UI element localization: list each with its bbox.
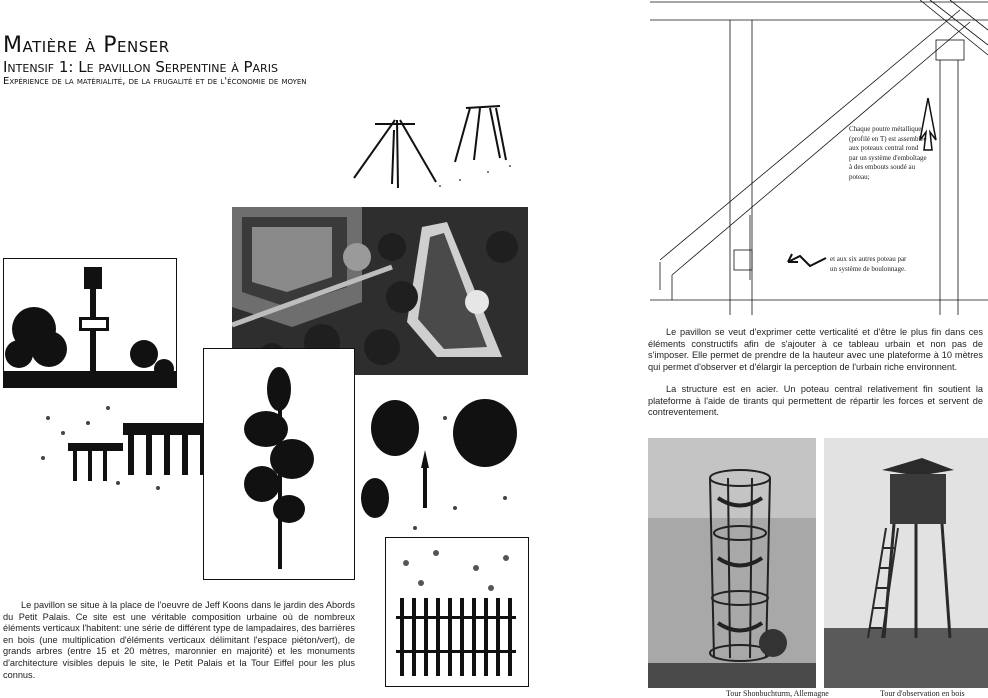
tripod-sketches — [340, 100, 525, 195]
trees-eiffel-sketch — [355, 388, 530, 538]
structure-description: La structure est en acier. Un poteau central relativement fin soutient la plateforme à l'aide de tirants qui permettent de répartir les forces et servent de contreventement. — [648, 384, 983, 418]
fence-image — [385, 537, 529, 687]
photo-observation-tower — [824, 438, 988, 688]
drawing-note-2: et aux six autres poteau par un système de boulonnage. — [830, 255, 907, 273]
caption-photo-2: Tour d'observation en bois — [880, 689, 965, 698]
page-subtitle: Intensif 1: Le pavillon Serpentine à Paris — [3, 58, 278, 76]
lamppost-image — [3, 258, 177, 388]
photo-shonbuchturm — [648, 438, 816, 688]
site-description: Le pavillon se situe à la place de l'oeuvre de Jeff Koons dans le jardin des Abords du Petit Palais. Ce site est une véritable composition urbaine où de nombreux éléments verticaux l'habitent: une série de différent type de lampadaires, des barrières en bois (une multiplication d'éléments verticaux délimitant l'espace piéton/vert), de grands arbres (entre 15 et 20 mètres, maronnier en majorité) et les monuments d'architecture visibles depuis le site, le Petit Palais et la Tour Eiffel pour les plus connus. — [3, 600, 355, 680]
drawing-note-1: Chaque poutre métallique (profilé en T) est assemblée aux poteaux central rond par un système d'emboîtage à des embouts soudé au poteau; — [849, 125, 927, 181]
caption-photo-1: Tour Shonbuchturm, Allemagne — [726, 689, 829, 698]
structure-drawing — [650, 0, 988, 315]
page-title: Matière à Penser — [3, 33, 170, 58]
page-subsubtitle: Expérience de la matérialité, de la frugalité et de l'économie de moyen — [3, 76, 307, 87]
pavilion-description: Le pavillon se veut d'exprimer cette verticalité et d'être le plus fin dans ces éléments constructifs afin de s'ajouter à ce tableau urbain et non pas de s'imposer. Elle permet de prendre de la hauteur avec une plateforme à 10 mètres qui permet d'observer et d'élargir la perception de l'urbain riche environnent. — [648, 327, 983, 372]
petit-palais-sketch — [28, 388, 206, 498]
tree-image — [203, 348, 355, 580]
